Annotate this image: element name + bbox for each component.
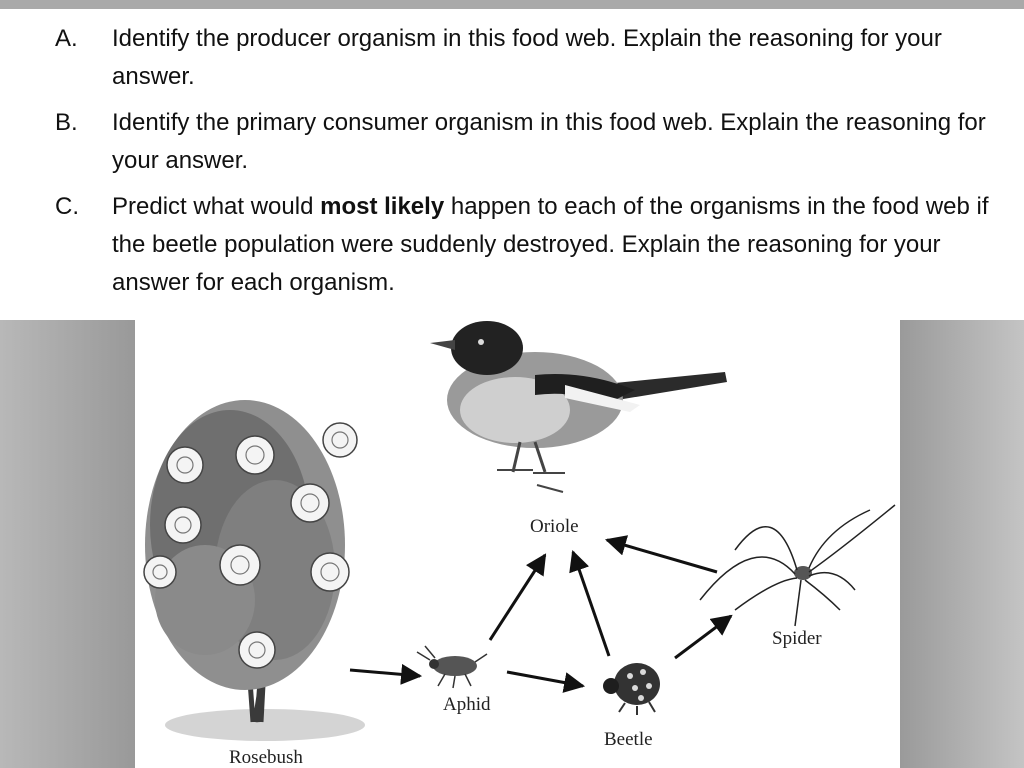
question-c-text-before: Predict what would	[112, 193, 321, 220]
question-list	[0, 20, 1024, 302]
food-web-arrows	[350, 540, 731, 686]
question-c-emphasis: most likely	[320, 193, 445, 220]
question-c-text	[112, 188, 1017, 302]
arrow-beetle-to-spider	[675, 616, 731, 658]
arrow-aphid-to-beetle	[507, 672, 583, 686]
food-web-figure	[135, 310, 900, 768]
beetle-icon	[603, 663, 660, 715]
spider-icon	[700, 505, 895, 626]
question-c-text-after: happen to each of the organisms in the food web if the beetle population were suddenly destroyed. Explain the reasoning for your answer for each organism.	[112, 193, 989, 296]
rosebush-label: Rosebush	[229, 747, 303, 768]
question-c	[0, 188, 1024, 302]
aphid-label: Aphid	[443, 694, 491, 715]
question-a	[0, 20, 1024, 96]
question-a-letter: A.	[55, 25, 78, 52]
arrow-spider-to-oriole	[607, 540, 717, 572]
oriole-label: Oriole	[530, 516, 579, 537]
arrow-beetle-to-oriole	[573, 552, 609, 656]
question-b-letter: B.	[55, 109, 78, 136]
right-gray-panel	[900, 320, 1024, 768]
beetle-label: Beetle	[604, 729, 653, 750]
spider-label: Spider	[772, 628, 822, 649]
question-b-text: Identify the primary consumer organism in this food web. Explain the reasoning for your answer.	[112, 109, 986, 174]
question-b	[0, 104, 1024, 180]
left-gray-panel	[0, 320, 135, 768]
oriole-icon	[430, 321, 727, 492]
aphid-icon	[417, 646, 487, 688]
arrow-aphid-to-oriole	[490, 555, 545, 640]
question-a-text: Identify the producer organism in this food web. Explain the reasoning for your answer.	[112, 25, 942, 90]
arrow-rosebush-to-aphid	[350, 670, 420, 676]
rosebush-icon	[144, 400, 365, 741]
slide-top-bar	[0, 0, 1024, 9]
food-web-diagram	[135, 310, 900, 768]
question-c-letter: C.	[55, 193, 79, 220]
